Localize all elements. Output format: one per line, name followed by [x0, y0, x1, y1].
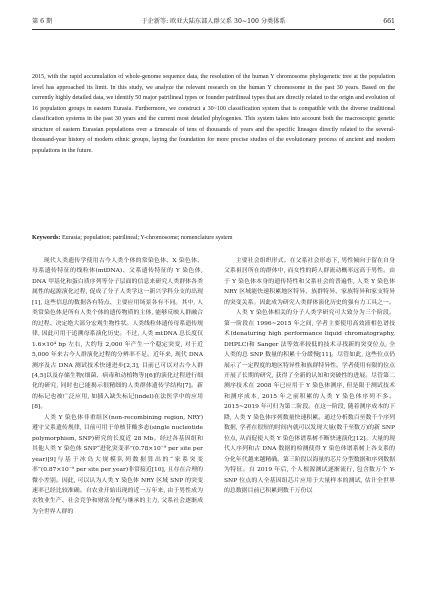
paragraph: 人类 Y 染色体非重组区(non-recombining region, NRY)遵守父系遗传规律, 目前可用于单核苷酸多态(single nucleotide polymorphism, SNP)研究的长度近 28 Mb。经过各基因组和其他人类 Y 染色体 SNP“进化突变率”(0.78×10⁻⁹ per site per year)[9]与基于冰岛大规模队列数据算出的“家系突变率”(0.87×10⁻⁹ per site per year)非常接近[10], 且存在合理的微小差别。因此, 可以认为人类 Y 染色体 NRY 区域 SNP 的突变速率已经比较准确。自农业开始出现的近一万年来, 由于男性成为农牧业生产、社会竞争和财富分配与继承的主力, 父系社会逐渐成为全世界人群的: [32, 414, 203, 515]
page-number: 661: [383, 18, 395, 25]
paragraph: 主要社会组织形式。在父系社会形态下, 男性倾向于留在自身父系祖居所在的群体中, 而女性的跨人群流动概率远高于男性。由于 Y 染色体本身的遗传特性和父系社会的普遍性, 人类 Y 染色体 NRY 区域能快速积累地区特异、族群特异、家族特异和家支特异的突变关系。因此成为研究人类群体演化历史的强有力工具之一。: [224, 258, 395, 306]
keywords: [32, 233, 395, 243]
abstract-text: 2015, with the rapid accumulation of whole-genome sequence data, the resolution of the human Y chromosome phylogenetic tree at the population level has approached its limit. In this study, we analyze the relevant research on the human Y chromosome in the past 30 years. Based on the currently highly detailed data, we identify 50 major patrilineal types or founder patrilineal types that are directly related to the origin and evolution of 16 population groups in eastern Eurasia. Furthermore, we construct a 30~100 classification system that is compatible with the diverse traditional classification systems in the past 30 years and the current most detailed phylogenies. This system takes into account both the macroscopic genetic structure of eastern Eurasian populations over a timescale of tens of thousands of years and the specific lineages directly related to the several-thousand-year history of modern ethnic groups, laying the foundation for more precise studies of the evolutionary process of ancient and modern populations in the future.: [32, 74, 395, 154]
paragraph: 现代人类遗传学使用古今人类个体的常染色体、X 染色体、母系遗传特征的线粒体(mtDNA)、父系遗传特征的 Y 染色体, DNA 甲基化和蛋白质序列等分子层面的信息来研究人类群体各类属性的起源演化过程, 促成了分子人类学这一新兴学科分支的出现[1], 这些信息的数据各有特点、主要应用场景各有不同。其中, 人类常染色体是所有人类个体的遗传物质的主体, 能够反映人群融合的过程、决定绝大部分宏观生物性状。人类线粒体遗传母系遗传规律, 因此可用于追溯母系演化历史。不过, 人类 mtDNA 总长度仅 1.6×10⁴ bp 左右, 大约每 2,000 年产生一个稳定突变, 对于近 5,000 年来古今人群演化过程的分辨率不足。近年来, 现代 DNA 测序及古 DNA 测试技术快速进步[2,3], 目前已可以对古今人群[4,5]以及存储生物(细菌、病毒和动植物等)[6]的演化过程进行细化的研究, 同时也已能揭示很精细的人类群体遗传学结构[7]。新的标记也被广泛应用, 如插入缺失标记(indel)在法医学中的应用[8]。: [32, 258, 203, 411]
header-rule: [32, 29, 395, 30]
keywords-label: Keywords:: [32, 235, 61, 241]
running-title: 于企新等: 欧亚大陆东部人群父系 30~100 分类体系: [141, 18, 286, 25]
running-header: [32, 16, 395, 28]
keywords-text: Eurasia; population; patrilineal; Y-chromosome; nomenclature system: [60, 235, 233, 241]
issue-number: 第 6 期: [32, 18, 53, 25]
body-column-right: [224, 256, 395, 496]
body-column-left: [32, 256, 203, 517]
paragraph: 人类 Y 染色体相关的分子人类学研究可大致分为三个阶段。第一阶段在 1996~2015 年之间, 学者主要使用高效液相色谱技术(denaturing high performance liquid chromatography, DHPLC)和 Sanger 法等效率较低的技术寻找新的突变位点, 全人类的总 SNP 数量的积累十分缓慢[11]。尽管如此, 这些位点仍展示了一定程度的地区特异性和族群特异性。学者使用有限的位点开展了长期的研究, 获得了全新的认知和突破性的进展。尽管第二测序技术在 2008 年已应用于 Y 染色体测序, 但是限于测试技术和测序成本, 2015 年之前积累的人类 Y 染色体序列不多。2015~2019 年可归为第二阶段。在这一阶段, 随着测序成本的下降, 人类 Y 染色体序列数量快速积累。通过分析数百至数千个序列数据, 学者在很短的时间内就可以发现大量(数千至数万)的新 SNP 位点, 从而促使人类 Y 染色体谱系树不断快速演化[12]。大量的现代人序列和古 DNA 数据的检测使得 Y 染色体谱系树上各支系的分化年代越来越精确。第三阶段以海量的芯片分型数据和序列数据为特征。自 2019 年后, 个人根源测试逐渐流行, 包含数万个 Y-SNP 位点的人全基因组芯片应用于大量样本的测试, 估计全世界的总数据目前已积累到数千万份以: [224, 310, 395, 494]
